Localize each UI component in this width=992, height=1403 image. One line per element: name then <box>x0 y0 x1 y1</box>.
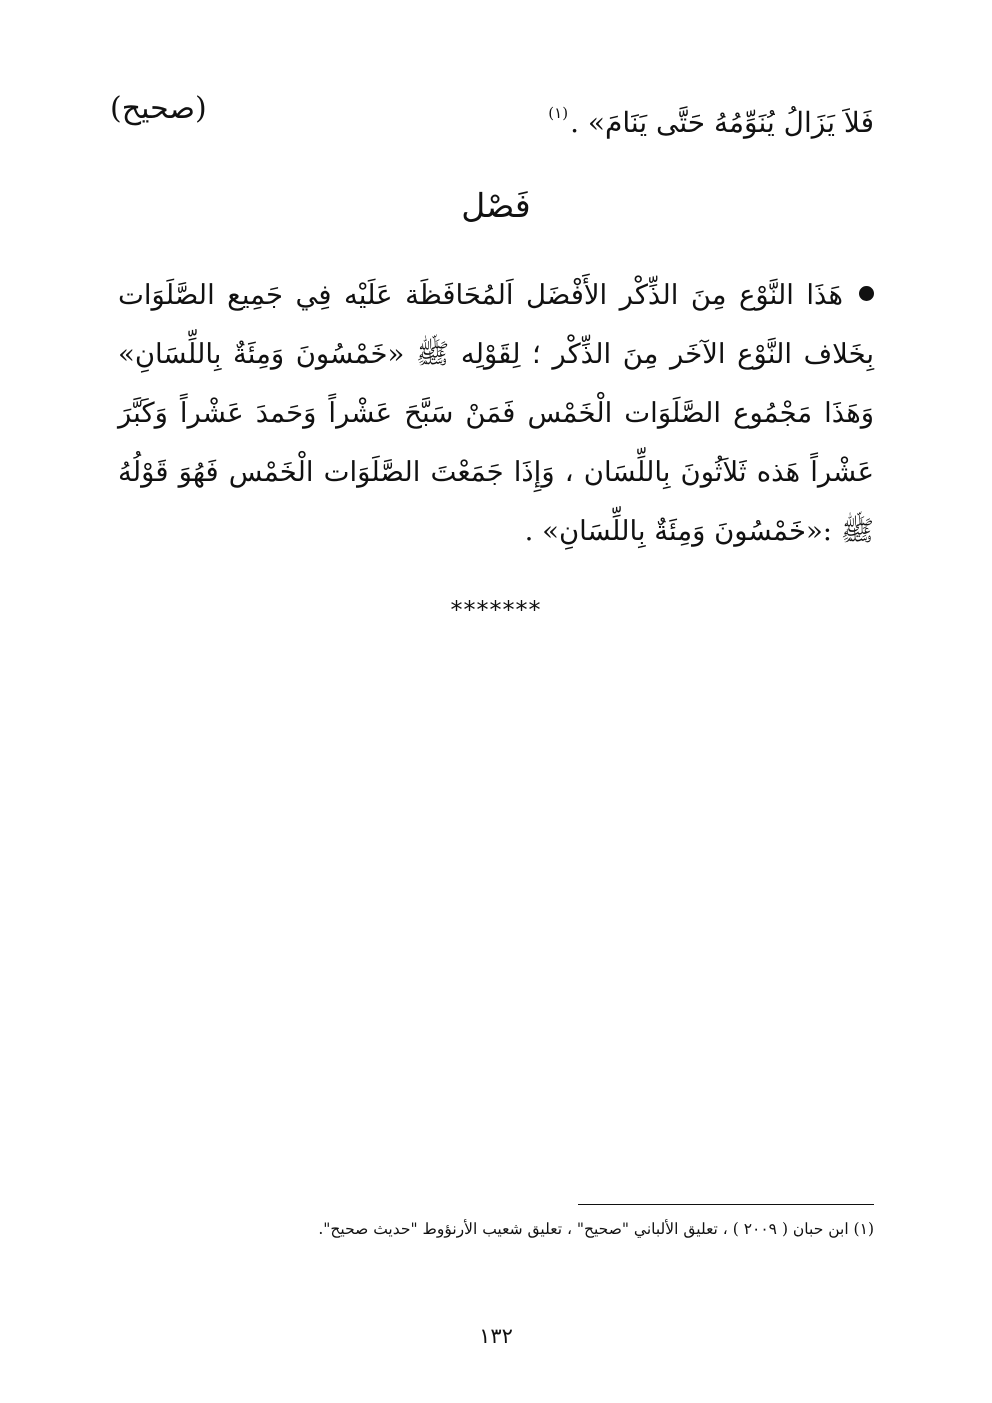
hadith-grade: (صحيح) <box>110 91 207 126</box>
bullet-icon <box>859 286 874 301</box>
body-paragraph-text: هَذَا النَّوْع مِنَ الذِّكْر الأَفْضَل اَلمُحَافَظَة عَلَيْه فِي جَمِيع الصَّلَوَات بِخَلاف النَّوْع الآخَر مِنَ الذِّكْر ؛ لِقَوْلِه ﷺ «خَمْسُونَ وَمِئَةٌ بِاللِّسَانِ» وَهَذَا مَجْمُوع الصَّلَوَات الْخَمْس فَمَنْ سَبَّحَ عَشْراً وَحَمدَ عَشْراً وَكَبَّرَ عَشْراً هَذه ثَلاَثُونَ بِاللِّسَان ، وَإِذَا جَمَعْتَ الصَّلَوَات الْخَمْس فَهُوَ قَوْلُهُ ﷺ :«خَمْسُونَ وَمِئَةٌ بِاللِّسَانِ» . <box>118 279 874 547</box>
body-paragraph <box>118 266 874 561</box>
top-line <box>110 88 874 138</box>
quote-end-text: فَلاَ يَزَالُ يُنَوِّمُهُ حَتَّى يَنَامَ» . <box>570 106 874 139</box>
footnote-divider <box>578 1204 874 1205</box>
page-number: ١٣٢ <box>479 1324 513 1348</box>
quote-continuation <box>548 88 874 148</box>
section-heading: فَصْل <box>461 186 531 225</box>
asterisk-separator: ******* <box>450 596 542 624</box>
footnote: (١) ابن حبان ( ٢٠٠٩ ) ، تعليق الألباني "صحيح" ، تعليق شعيب الأرنؤوط "حديث صحيح". <box>318 1220 874 1238</box>
footnote-marker: (١) <box>548 104 569 122</box>
